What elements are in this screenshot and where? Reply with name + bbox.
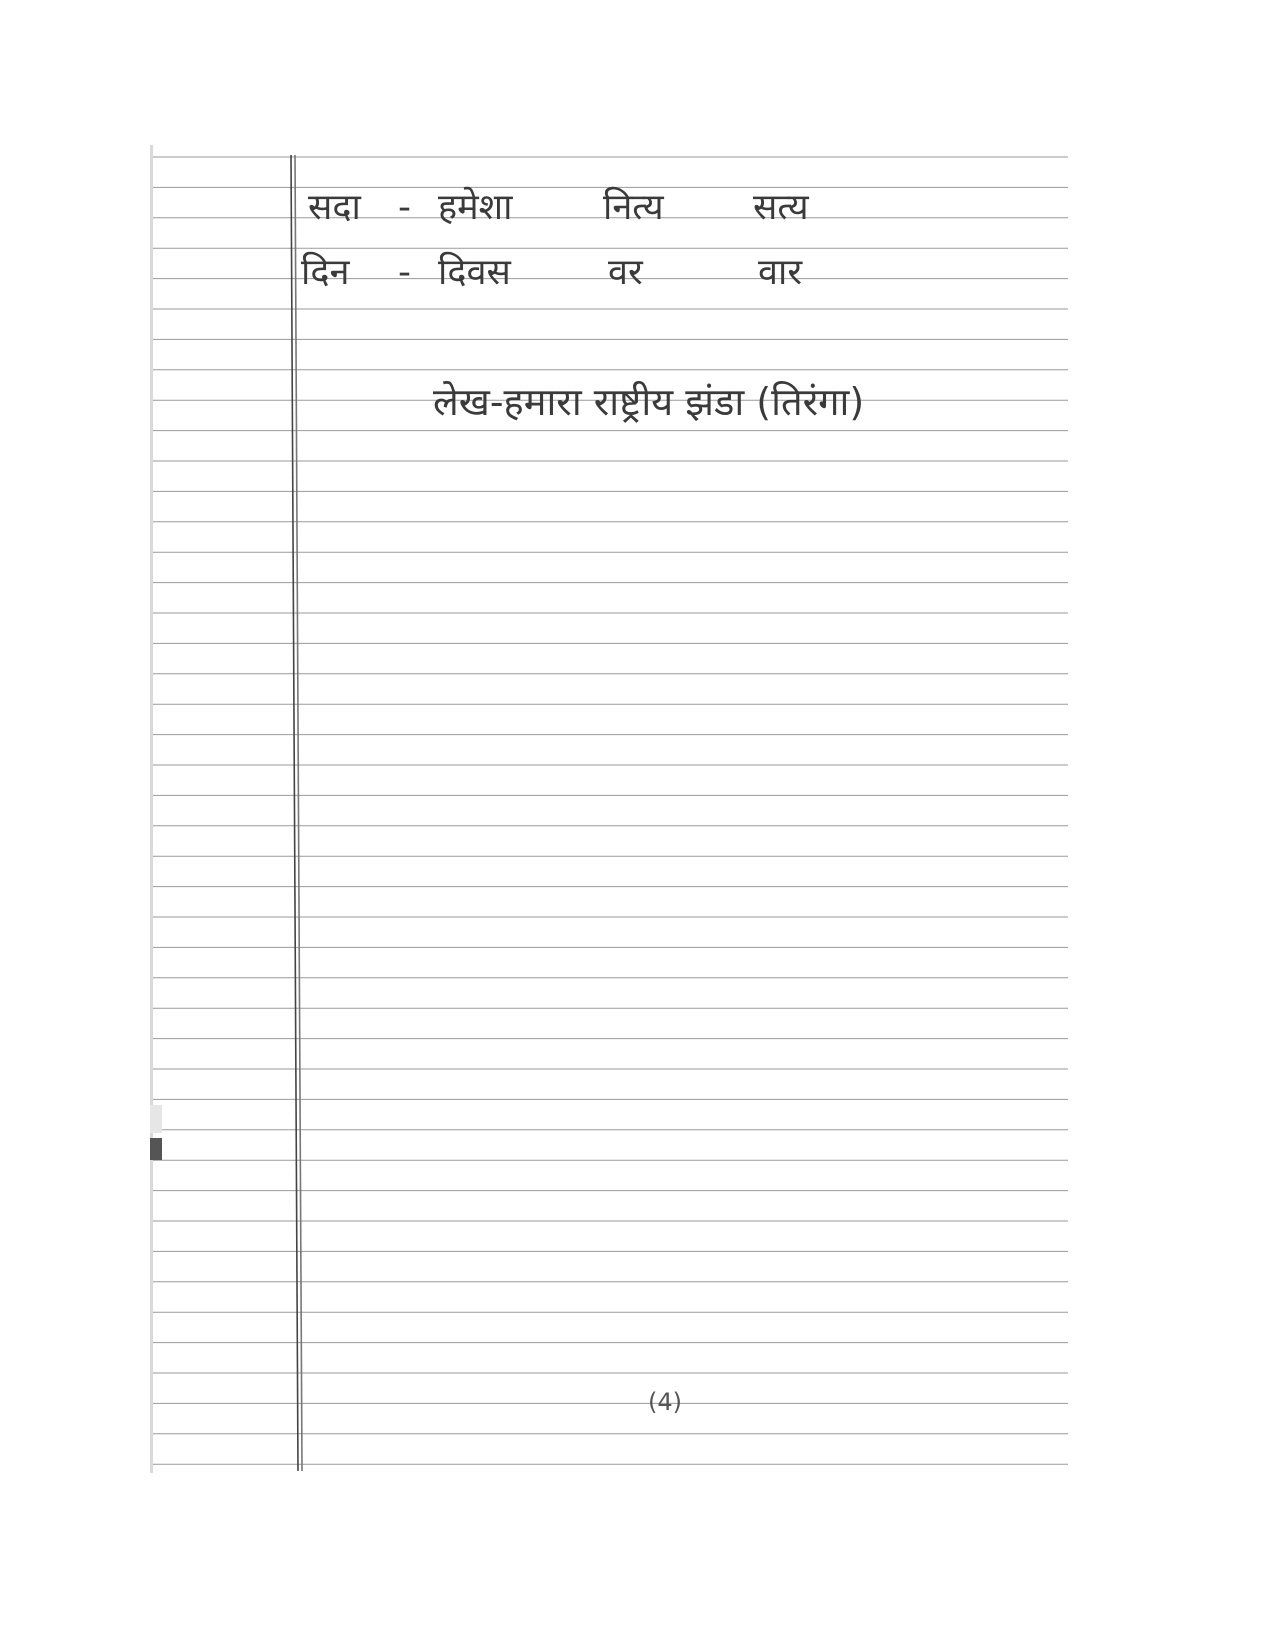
row2-word: दिन	[301, 252, 350, 293]
margin-line	[295, 155, 302, 1471]
essay-title: लेख-हमारा राष्ट्रीय झंडा (तिरंगा)	[433, 380, 865, 424]
binder-edge-dark	[150, 1138, 162, 1160]
row2-synonym-3: वार	[758, 252, 803, 293]
row2-dash: -	[398, 252, 411, 293]
binder-edge-light	[150, 1105, 162, 1133]
margin-line	[291, 155, 298, 1471]
page-number: (4)	[648, 1388, 682, 1416]
row1-synonym-2: नित्य	[603, 187, 664, 228]
row1-dash: -	[398, 187, 411, 228]
row1-word: सदा	[308, 187, 361, 228]
ruled-lines	[153, 145, 1123, 1473]
row2-synonym-2: वर	[608, 252, 643, 293]
row2-synonym-1: दिवस	[438, 252, 511, 293]
row1-synonym-3: सत्य	[753, 187, 809, 228]
notebook-page	[150, 145, 1123, 1473]
row1-synonym-1: हमेशा	[438, 187, 513, 228]
